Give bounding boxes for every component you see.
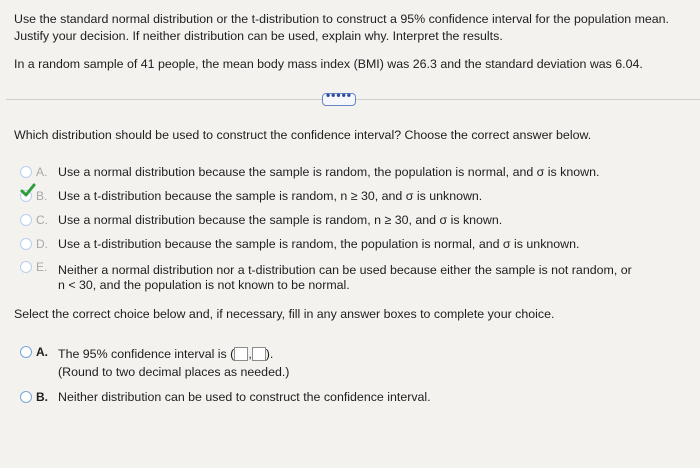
- ci-lower-bound-input[interactable]: [234, 347, 248, 361]
- ci-option-a-letter: A.: [36, 345, 48, 359]
- option-e-text-line2: n < 30, and the population is not known to be normal.: [58, 278, 350, 292]
- option-b-text: Use a t-distribution because the sample is random, n ≥ 30, and σ is unknown.: [58, 189, 483, 203]
- ci-option-a-radio[interactable]: [20, 346, 32, 358]
- option-c-radio[interactable]: [20, 214, 32, 226]
- option-a-text: Use a normal distribution because the sample is random, the population is normal, and σ is known.: [58, 165, 600, 179]
- ci-text-after: ).: [265, 347, 274, 361]
- option-c-letter: C.: [36, 213, 48, 227]
- part1-prompt: Which distribution should be used to construct the confidence interval? Choose the correct answer below.: [14, 128, 592, 142]
- checkmark-icon: [20, 182, 36, 198]
- option-d-letter: D.: [36, 237, 48, 251]
- more-dots-icon: •••••: [325, 88, 352, 102]
- scenario-text: In a random sample of 41 people, the mean body mass index (BMI) was 26.3 and the standard deviation was 6.04.: [14, 57, 643, 71]
- option-a-radio[interactable]: [20, 166, 32, 178]
- show-more-button[interactable]: [322, 88, 356, 106]
- option-e-letter: E.: [36, 260, 48, 274]
- ci-upper-bound-input[interactable]: [252, 347, 266, 361]
- ci-text-before: The 95% confidence interval is (: [58, 347, 235, 361]
- option-e-text-line1: Neither a normal distribution nor a t-distribution can be used because either the sample is not random, or: [58, 263, 632, 277]
- ci-option-b-letter: B.: [36, 390, 48, 404]
- instruction-line-1: Use the standard normal distribution or the t-distribution to construct a 95% confidence interval for the population mean.: [14, 12, 670, 26]
- option-a-letter: A.: [36, 165, 48, 179]
- ci-separator: ,: [248, 347, 252, 361]
- instruction-line-2: Justify your decision. If neither distribution can be used, explain why. Interpret the results.: [14, 29, 503, 43]
- option-d-radio[interactable]: [20, 238, 32, 250]
- ci-option-b-text: Neither distribution can be used to construct the confidence interval.: [58, 390, 431, 404]
- ci-answer-line: [58, 347, 273, 361]
- ci-option-b-radio[interactable]: [20, 391, 32, 403]
- option-d-text: Use a t-distribution because the sample is random, the population is normal, and σ is unknown.: [58, 237, 580, 251]
- option-e-radio[interactable]: [20, 261, 32, 273]
- option-c-text: Use a normal distribution because the sample is random, n ≥ 30, and σ is known.: [58, 213, 503, 227]
- rounding-hint: (Round to two decimal places as needed.): [58, 365, 290, 379]
- option-b-letter: B.: [36, 189, 48, 203]
- part2-prompt: Select the correct choice below and, if necessary, fill in any answer boxes to complete your choice.: [14, 307, 555, 321]
